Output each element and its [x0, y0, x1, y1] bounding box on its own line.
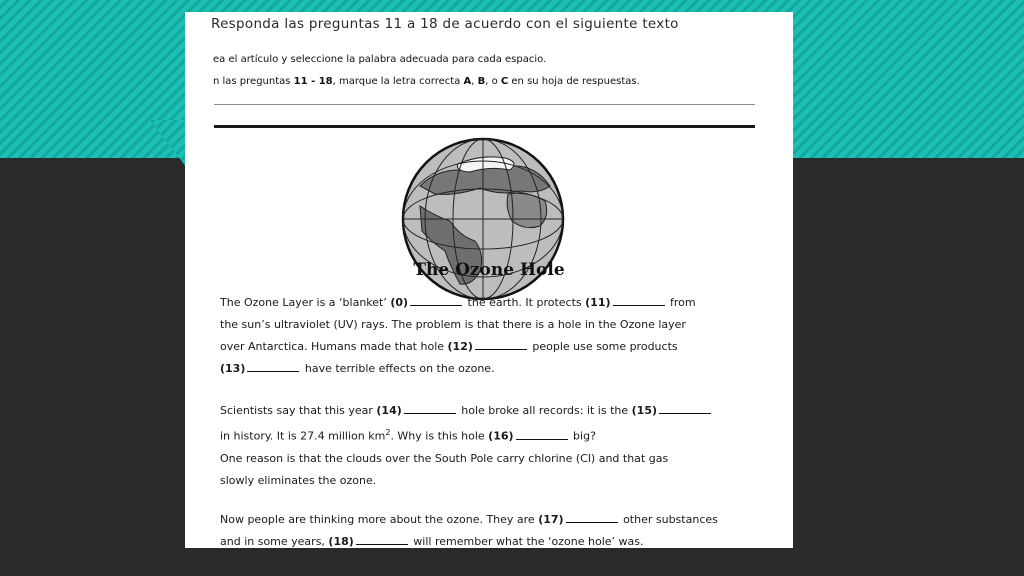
- answer-blank: [659, 404, 711, 414]
- answer-blank: [613, 296, 665, 306]
- text: in history. It is 27.4 million km: [220, 429, 386, 443]
- text-line: [220, 292, 760, 314]
- text-line: One reason is that the clouds over the South Pole carry chlorine (Cl) and that gas: [220, 451, 669, 465]
- text-line: [220, 531, 760, 548]
- instr-option-c: C: [500, 76, 509, 87]
- question-number: (15): [631, 404, 658, 417]
- text-line: [220, 358, 760, 380]
- instr-text: en su hoja de respuestas.: [508, 76, 640, 87]
- answer-blank: [410, 296, 462, 306]
- question-number: (16): [488, 429, 514, 443]
- instr-text: , marque la letra correcta: [332, 76, 464, 87]
- question-number: (13): [220, 362, 246, 375]
- text: Now people are thinking more about the ozone. They are: [220, 513, 539, 526]
- divider-thick: [214, 125, 755, 128]
- text: other substances: [619, 513, 718, 526]
- text: hole broke all records: it is the: [457, 404, 632, 417]
- text-line: [220, 400, 760, 422]
- divider-thin: [214, 104, 755, 105]
- instr-option-a: A: [463, 76, 472, 87]
- answer-blank: [475, 340, 527, 350]
- text-line: [220, 336, 760, 358]
- text: from: [666, 296, 696, 309]
- question-number: (11): [585, 296, 611, 309]
- question-number: (14): [376, 404, 402, 417]
- text: . Why is this hole: [390, 429, 489, 443]
- text: big?: [569, 429, 596, 443]
- text-line: [220, 509, 760, 531]
- question-number: (18): [328, 535, 354, 548]
- instructions-title: Responda las preguntas 11 a 18 de acuerdo con el siguiente texto: [211, 16, 679, 32]
- instr-option-b: B: [477, 76, 486, 87]
- text-line: slowly eliminates the ozone.: [220, 473, 377, 487]
- paragraph-3: [220, 509, 760, 548]
- instructions-line-1: ea el artículo y seleccione la palabra adecuada para cada espacio.: [213, 54, 547, 65]
- instr-text: , o: [485, 76, 501, 87]
- text: Scientists say that this year: [220, 404, 377, 417]
- answer-blank: [566, 513, 618, 523]
- superscript: 2: [385, 428, 391, 437]
- text: over Antarctica. Humans made that hole: [220, 340, 448, 353]
- answer-blank: [247, 362, 299, 372]
- instr-text: ,: [471, 76, 478, 87]
- text-line: [220, 422, 760, 448]
- article-title: The Ozone Hole: [413, 260, 565, 280]
- text: have terrible effects on the ozone.: [301, 362, 495, 375]
- worksheet-page: [185, 12, 793, 548]
- answer-blank: [404, 404, 456, 414]
- question-number: (17): [538, 513, 564, 526]
- paragraph-1: [220, 292, 760, 380]
- text: and in some years,: [220, 535, 329, 548]
- text: The Ozone Layer is a ‘blanket’: [220, 296, 391, 309]
- text: the earth. It protects: [464, 296, 586, 309]
- question-number: (12): [447, 340, 473, 353]
- instr-text: n las preguntas: [213, 76, 294, 87]
- paragraph-2: [220, 400, 760, 492]
- answer-blank: [356, 535, 408, 545]
- text: will remember what the ‘ozone hole’ was.: [409, 535, 644, 548]
- instr-range: 11 - 18: [293, 76, 333, 87]
- question-number: (0): [390, 296, 409, 309]
- text-line: the sun’s ultraviolet (UV) rays. The problem is that there is a hole in the Ozone layer: [220, 318, 686, 331]
- instructions-line-2: [213, 76, 640, 87]
- answer-blank: [516, 430, 568, 440]
- text: people use some products: [528, 340, 678, 353]
